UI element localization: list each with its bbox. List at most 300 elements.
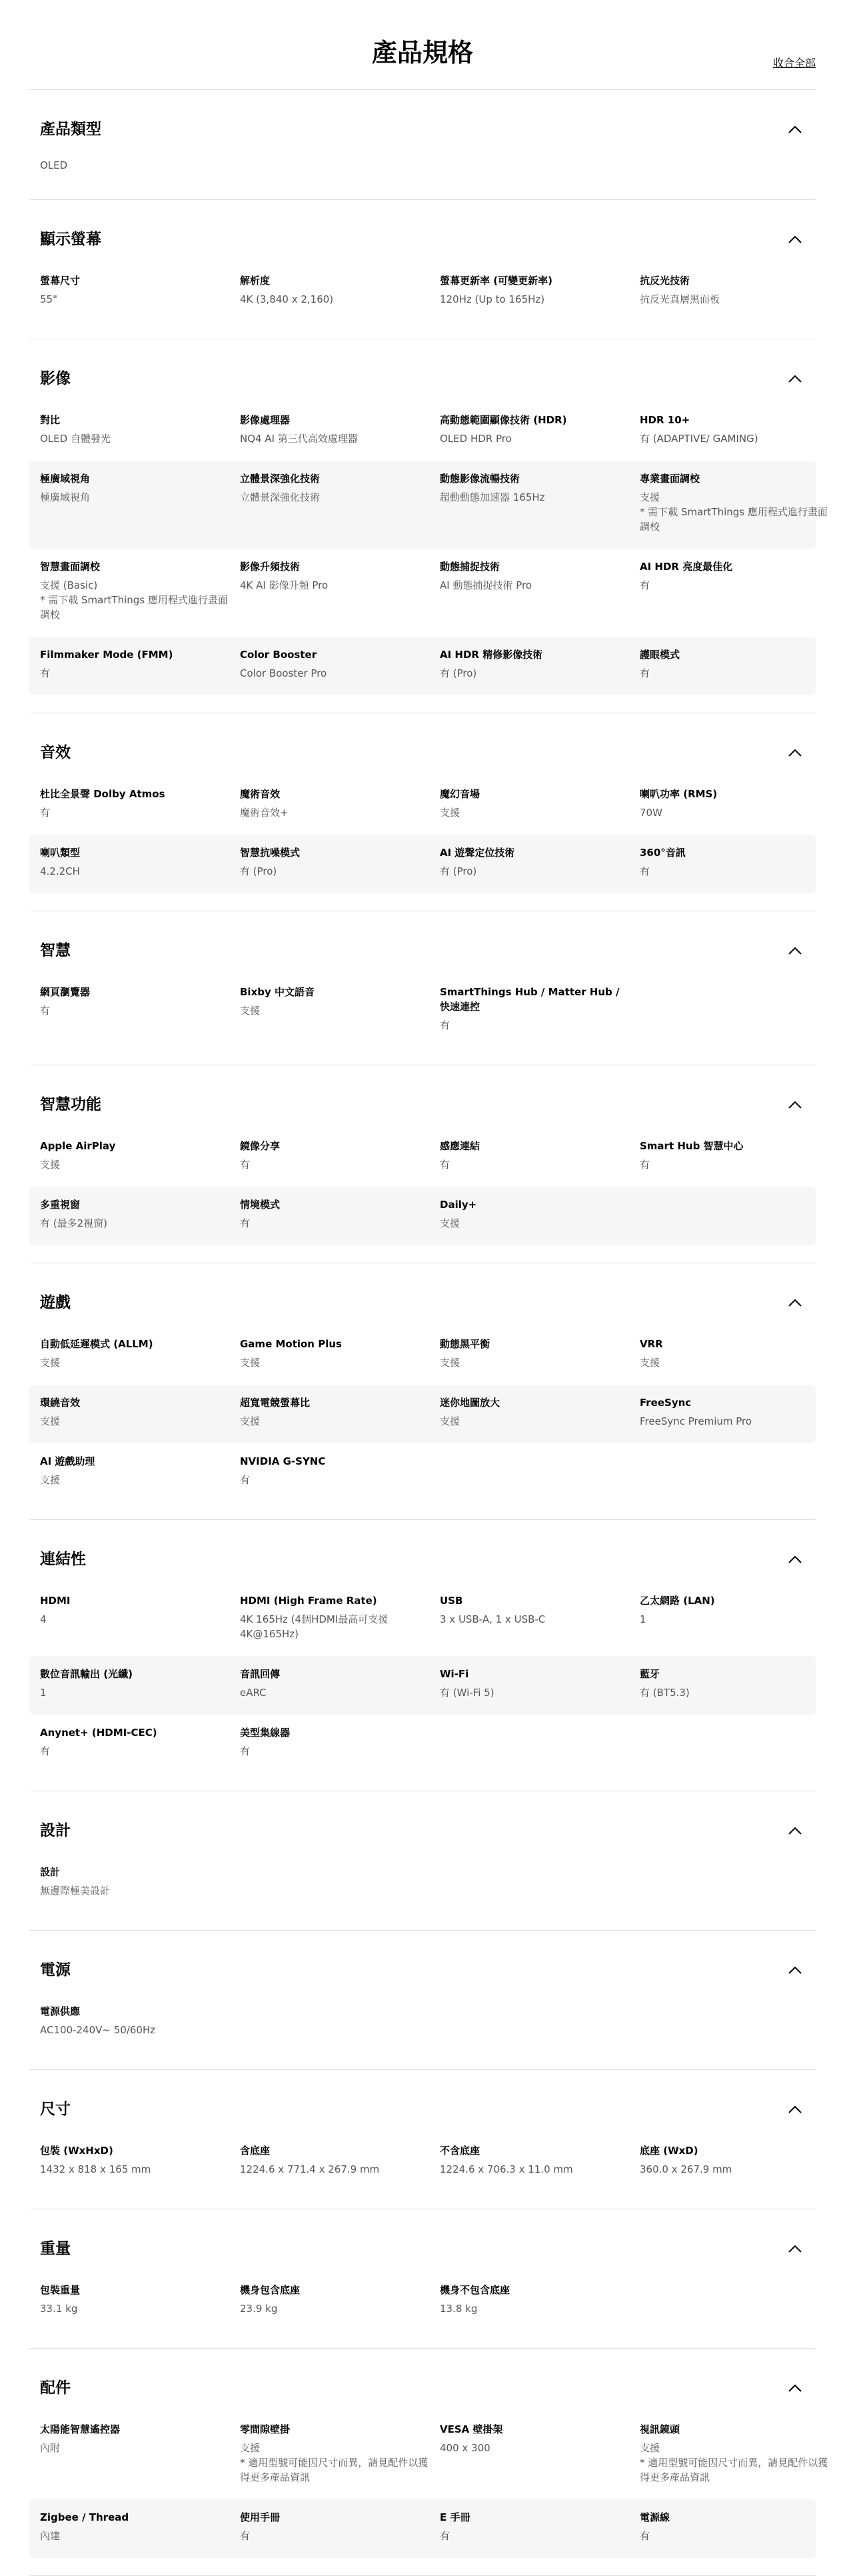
spec-value: 支援 [240,1357,261,1369]
spec-item [240,2283,440,2316]
spec-item [40,1725,240,1759]
spec-item [440,2283,640,2316]
spec-label: SmartThings Hub / Matter Hub / 快速連控 [440,986,620,1013]
spec-item [640,1337,840,1370]
spec-item [240,787,440,820]
spec-value: 4K (3,840 x 2,160) [240,293,334,305]
spec-label: 多重視窗 [40,1199,81,1211]
spec-item [640,559,840,622]
spec-label: AI HDR 精修影像技術 [440,649,543,661]
spec-value: 支援 [240,1415,261,1427]
spec-label: 零間隙壁掛 [240,2423,291,2435]
spec-value: 4 [40,1613,47,1625]
spec-item [40,1395,240,1429]
spec-label: AI 遊聲定位技術 [440,847,515,859]
spec-item [640,2422,840,2485]
chevron-up-icon[interactable] [788,374,802,383]
spec-item [40,2004,240,2037]
spec-label: 乙太網路 (LAN) [640,1595,715,1607]
spec-label: 電源線 [640,2511,670,2523]
spec-item [40,273,240,307]
spec-item [240,845,440,879]
spec-item [640,845,840,879]
section-header[interactable] [29,216,816,263]
spec-label: 機身不包含底座 [440,2284,510,2296]
section-title: 產品類型 [40,121,101,138]
spec-item [40,1865,240,1898]
spec-label: 專業畫面調校 [640,473,700,485]
spec-label: NVIDIA G-SYNC [240,1455,326,1467]
spec-value: 有 [40,1745,51,1757]
spec-value: 1224.6 x 706.3 x 11.0 mm [440,2163,573,2175]
spec-label: Anynet+ (HDMI-CEC) [40,1727,157,1739]
spec-item [440,1593,640,1641]
spec-value: OLED [40,159,68,171]
spec-value: 支援 [440,807,460,819]
chevron-up-icon[interactable] [788,2244,802,2253]
spec-value: 有 [440,1159,450,1171]
section-title: 影像 [40,370,71,387]
spec-label: 護眼模式 [640,649,680,661]
spec-item [440,471,640,534]
section-header[interactable] [29,2365,816,2411]
spec-label: 動態捕捉技術 [440,561,500,573]
spec-value: 支援 * 適用型號可能因尺寸而異，請見配件以獲得更多產品資訊 [240,2442,428,2483]
spec-row [29,2499,816,2558]
spec-value: 有 [240,1474,251,1486]
spec-label: FreeSync [640,1397,692,1409]
section-title: 尺寸 [40,2101,71,2118]
spec-label: VESA 壁掛架 [440,2423,503,2435]
spec-item [40,2422,240,2485]
spec-item [240,647,440,681]
spec-label: 包裝 (WxHxD) [40,2145,113,2157]
spec-item [240,1337,440,1370]
spec-item [240,1667,440,1700]
spec-item [240,2422,440,2485]
chevron-up-icon[interactable] [788,748,802,757]
spec-item [40,787,240,820]
spec-value: 立體景深強化技術 [240,491,321,503]
spec-value: 內附 [40,2442,61,2454]
chevron-up-icon[interactable] [788,1555,802,1564]
spec-label: 機身包含底座 [240,2284,301,2296]
spec-label: HDR 10+ [640,414,690,426]
spec-section [29,1931,816,2070]
spec-item [40,471,240,534]
spec-label: 對比 [40,414,61,426]
spec-item [240,1197,440,1231]
spec-row [29,2133,816,2191]
spec-label: 鏡像分享 [240,1140,281,1152]
spec-value: 1 [40,1687,47,1699]
spec-value: 有 [40,807,51,819]
spec-label: 電源供應 [40,2005,81,2017]
spec-label: Wi-Fi [440,1668,469,1680]
spec-section [29,1263,816,1520]
spec-label: 不含底座 [440,2145,480,2157]
spec-item [640,273,840,307]
spec-item [640,413,840,446]
spec-row [29,835,816,893]
spec-label: 極廣域視角 [40,473,91,485]
spec-label: Color Booster [240,649,317,661]
section-header[interactable] [29,1807,816,1854]
spec-value: Color Booster Pro [240,667,327,679]
spec-item [440,845,640,879]
spec-label: Zigbee / Thread [40,2511,129,2523]
spec-value: NQ4 AI 第三代高效處理器 [240,433,358,445]
spec-item [640,471,840,534]
spec-row [29,1128,816,1187]
spec-item [240,273,440,307]
spec-value: 支援 [440,1415,460,1427]
spec-value: 支援 [440,1357,460,1369]
spec-row [29,974,816,1047]
spec-value: 支援 [40,1474,61,1486]
spec-label: 藍牙 [640,1668,660,1680]
spec-value: 支援 [40,1415,61,1427]
spec-item [440,1395,640,1429]
spec-label: USB [440,1595,463,1607]
spec-label: Filmmaker Mode (FMM) [40,649,173,661]
spec-value: 有 [640,579,650,591]
spec-row [29,1326,816,1385]
spec-value: 有 [440,1019,450,1031]
spec-item [40,413,240,446]
section-header[interactable] [29,2086,816,2133]
section-header[interactable] [29,2225,816,2272]
spec-value: 有 (最多2視窗) [40,1217,108,1229]
section-header[interactable] [29,355,816,402]
spec-item [240,2510,440,2543]
spec-label: 環繞音效 [40,1397,81,1409]
spec-label: 包裝重量 [40,2284,81,2296]
spec-item [640,2143,840,2177]
spec-value: 支援 * 適用型號可能因尺寸而異，請見配件以獲得更多產品資訊 [640,2442,828,2483]
spec-label: 網頁瀏覽器 [40,986,91,998]
spec-item [240,1593,440,1641]
spec-item [240,1725,440,1759]
spec-label: 動態黑平衡 [440,1338,490,1350]
section-title: 設計 [40,1822,71,1839]
spec-value: OLED 自體發光 [40,433,111,445]
spec-item [40,985,240,1033]
spec-label: Smart Hub 智慧中心 [640,1140,744,1152]
spec-item [240,985,440,1033]
spec-value: 有 [240,2530,251,2542]
chevron-up-icon[interactable] [788,1826,802,1835]
spec-item [440,273,640,307]
spec-value: 有 [240,1745,251,1757]
spec-label: 視訊鏡頭 [640,2423,680,2435]
spec-section [29,90,816,200]
spec-value: 4K AI 影像升頻 Pro [240,579,329,591]
spec-label: Apple AirPlay [40,1140,116,1152]
spec-row [29,1583,816,1656]
spec-value: 支援 [240,1005,261,1017]
collapse-all-button[interactable]: 收合全部 [773,55,816,70]
spec-value: 70W [640,807,662,819]
spec-label: 360°音訊 [640,847,686,859]
spec-value: 有 [640,1159,650,1171]
spec-label: Bixby 中文語音 [240,986,315,998]
spec-label: 喇叭功率 (RMS) [640,788,718,800]
spec-row [29,549,816,637]
spec-item [640,1395,840,1429]
spec-label: 自動低延遲模式 (ALLM) [40,1338,153,1350]
spec-label: 數位音訊輸出 (光纖) [40,1668,133,1680]
spec-label: 解析度 [240,275,271,287]
spec-value: 內建 [40,2530,61,2542]
section-header[interactable] [29,106,816,153]
chevron-up-icon[interactable] [788,1965,802,1975]
spec-label: 影像處理器 [240,414,291,426]
spec-value: 有 (BT5.3) [640,1687,690,1699]
spec-value: 23.9 kg [240,2303,278,2315]
spec-value: 1 [640,1613,646,1625]
section-title: 遊戲 [40,1294,71,1311]
spec-label: 使用手冊 [240,2511,281,2523]
spec-value: 無邊際極美設計 [40,1885,111,1897]
spec-label: 喇叭類型 [40,847,81,859]
spec-item [440,2510,640,2543]
spec-item [640,1593,840,1641]
spec-item [40,1139,240,1172]
spec-label: VRR [640,1338,663,1350]
spec-label: 超寬電競螢幕比 [240,1397,311,1409]
spec-section [29,339,828,713]
spec-row [29,263,816,321]
spec-section [29,2070,816,2209]
spec-value: 有 (Pro) [440,667,477,679]
spec-label: 智慧抗噪模式 [240,847,301,859]
spec-label: 感應連結 [440,1140,480,1152]
spec-sections [0,90,845,2576]
spec-row [29,1993,816,2052]
spec-item [240,2143,440,2177]
spec-label: 螢幕更新率 (可變更新率) [440,275,552,287]
spec-item [40,1667,240,1700]
section-header[interactable] [29,1279,816,1326]
spec-value: OLED HDR Pro [440,433,512,445]
chevron-up-icon[interactable] [788,2105,802,2114]
spec-value: 有 [240,1159,251,1171]
chevron-up-icon[interactable] [788,2383,802,2393]
section-title: 電源 [40,1961,71,1979]
spec-row [29,1385,816,1443]
spec-value: 超動動態加速器 165Hz [440,491,545,503]
spec-label: AI HDR 亮度最佳化 [640,561,733,573]
spec-value: 支援 * 需下載 SmartThings 應用程式進行畫面調校 [640,491,828,533]
spec-value: 4K 165Hz (4個HDMI最高可支援4K@165Hz) [240,1613,389,1640]
spec-row [29,1715,816,1773]
section-header[interactable] [29,729,816,776]
spec-label: 杜比全景聲 Dolby Atmos [40,788,165,800]
section-title: 顯示螢幕 [40,231,101,248]
spec-item [440,1197,640,1231]
spec-item [240,559,440,622]
spec-item [440,647,640,681]
spec-row [29,637,816,695]
spec-label: 音訊回傳 [240,1668,281,1680]
spec-label: Daily+ [440,1199,477,1211]
spec-item [440,2422,640,2485]
chevron-up-icon[interactable] [788,1100,802,1109]
spec-value: 360.0 x 267.9 mm [640,2163,732,2175]
spec-value: 3 x USB-A, 1 x USB-C [440,1613,546,1625]
spec-label: 動態影像流暢技術 [440,473,520,485]
spec-row [29,2272,816,2331]
spec-value: 55" [40,293,57,305]
spec-value: 支援 [40,1159,61,1171]
spec-value: 4.2.2CH [40,865,80,877]
spec-row [29,776,816,835]
spec-label: 抗反光技術 [640,275,690,287]
section-header[interactable] [29,927,816,974]
spec-value: 有 [640,865,650,877]
section-title: 連結性 [40,1551,86,1568]
spec-value: 13.8 kg [440,2303,478,2315]
chevron-up-icon[interactable] [788,1298,802,1307]
spec-item [40,1593,240,1641]
spec-item [640,1139,840,1172]
spec-value: 有 [640,2530,650,2542]
spec-section [29,1791,816,1931]
spec-row [29,1187,816,1245]
spec-item [440,2143,640,2177]
section-title: 重量 [40,2240,71,2257]
spec-label: 設計 [40,1866,61,1878]
spec-label: 美型集線器 [240,1727,291,1739]
spec-value: AI 動態捕捉技術 Pro [440,579,532,591]
section-header[interactable] [29,1081,816,1128]
spec-value: 有 [40,667,51,679]
spec-item [440,413,640,446]
spec-row [29,1656,816,1715]
spec-value: 1432 x 818 x 165 mm [40,2163,151,2175]
spec-label: AI 遊戲助理 [40,1455,95,1467]
spec-item [440,1337,640,1370]
spec-item [440,1139,640,1172]
spec-item [440,1667,640,1700]
spec-item [40,1337,240,1370]
spec-value: 1224.6 x 771.4 x 267.9 mm [240,2163,380,2175]
spec-section [29,200,816,339]
spec-label: 底座 (WxD) [640,2145,698,2157]
spec-item [240,471,440,534]
spec-label: 迷你地圖放大 [440,1397,500,1409]
spec-row [29,2411,828,2499]
spec-item [640,647,840,681]
spec-item [640,2510,840,2543]
spec-item [40,2143,240,2177]
spec-label: 影像升頻技術 [240,561,301,573]
spec-value: 抗反光真層黑面板 [640,293,720,305]
section-title: 智慧 [40,942,71,959]
spec-section [29,2209,816,2349]
spec-value: 有 [440,2530,450,2542]
spec-label: 立體景深強化技術 [240,473,321,485]
spec-label: Game Motion Plus [240,1338,342,1350]
spec-section [29,713,816,911]
spec-row [29,1443,816,1502]
spec-value: 有 (Wi-Fi 5) [440,1687,494,1699]
spec-value: 有 [640,667,650,679]
spec-value: FreeSync Premium Pro [640,1415,752,1427]
spec-value: 支援 [40,1357,61,1369]
spec-value: 有 [240,1217,251,1229]
spec-item [40,2510,240,2543]
spec-item [240,1139,440,1172]
spec-item [640,787,840,820]
spec-item [440,787,640,820]
section-header[interactable] [29,1536,816,1583]
section-title: 音效 [40,744,71,761]
spec-value: 支援 [640,1357,660,1369]
page-title: 產品規格 [371,38,473,67]
spec-label: 太陽能智慧遙控器 [40,2423,121,2435]
spec-value: AC100-240V~ 50/60Hz [40,2024,156,2036]
section-title: 配件 [40,2379,71,2397]
spec-label: 智慧畫面調校 [40,561,101,573]
spec-value: 支援 (Basic) * 需下載 SmartThings 應用程式進行畫面調校 [40,579,228,621]
spec-label: 魔幻音場 [440,788,480,800]
spec-item [40,1454,240,1487]
section-header[interactable] [29,1947,816,1993]
chevron-up-icon[interactable] [788,946,802,955]
spec-item [40,1197,240,1231]
spec-value: 支援 [440,1217,460,1229]
spec-item [40,845,240,879]
section-title: 智慧功能 [40,1096,101,1113]
spec-label: 螢幕尺寸 [40,275,81,287]
spec-label: 魔術音效 [240,788,281,800]
spec-value: 魔術音效+ [240,807,289,819]
spec-section [29,1065,816,1263]
spec-item [240,1454,440,1487]
spec-value: 33.1 kg [40,2303,78,2315]
spec-label: 含底座 [240,2145,271,2157]
spec-item [240,413,440,446]
spec-item [40,647,240,681]
spec-section [29,1520,816,1791]
spec-section [29,2349,828,2576]
chevron-up-icon[interactable] [788,125,802,134]
spec-item [440,559,640,622]
page-header [29,0,816,90]
spec-value: 120Hz (Up to 165Hz) [440,293,545,305]
spec-item [640,1667,840,1700]
spec-label: 高動態範圍顯像技術 (HDR) [440,414,567,426]
spec-label: HDMI [40,1595,71,1607]
spec-value: 極廣域視角 [40,491,91,503]
spec-row [29,1854,816,1913]
spec-row [29,461,828,549]
spec-section [29,911,816,1065]
chevron-up-icon[interactable] [788,235,802,244]
spec-item [240,1395,440,1429]
spec-label: E 手冊 [440,2511,470,2523]
spec-value: 有 [40,1005,51,1017]
spec-value: eARC [240,1687,267,1699]
spec-value: 有 (Pro) [440,865,477,877]
spec-item [40,2283,240,2316]
spec-item [440,985,640,1033]
spec-item [40,559,240,622]
spec-label: 情境模式 [240,1199,281,1211]
spec-row [29,402,816,461]
